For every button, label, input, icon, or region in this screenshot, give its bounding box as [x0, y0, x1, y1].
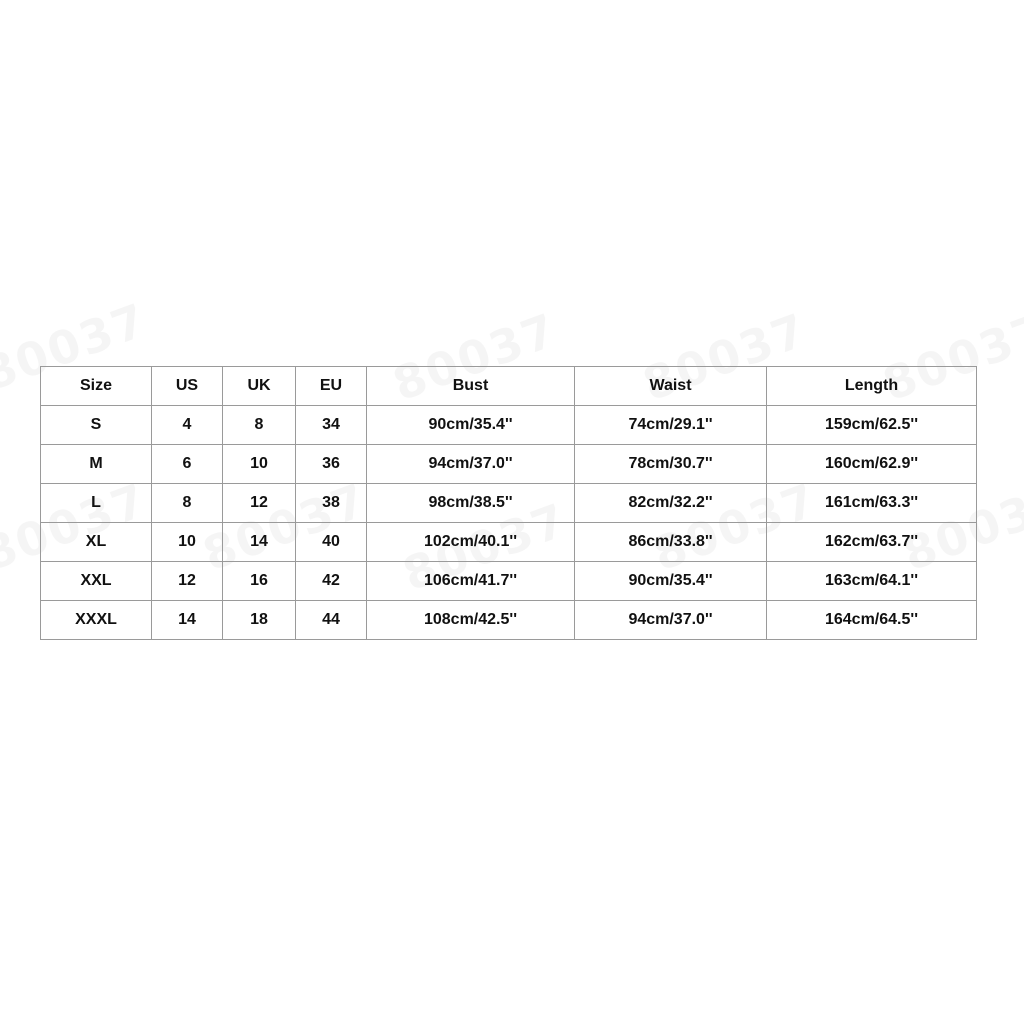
cell-uk: 18 [223, 601, 296, 640]
column-header-length: Length [767, 367, 977, 406]
cell-us: 8 [152, 484, 223, 523]
cell-uk: 16 [223, 562, 296, 601]
cell-size: XL [41, 523, 152, 562]
table-row [41, 601, 977, 640]
cell-size: XXL [41, 562, 152, 601]
cell-bust: 98cm/38.5'' [367, 484, 575, 523]
cell-waist: 78cm/30.7'' [575, 445, 767, 484]
cell-waist: 74cm/29.1'' [575, 406, 767, 445]
column-header-size: Size [41, 367, 152, 406]
table-row [41, 562, 977, 601]
cell-uk: 8 [223, 406, 296, 445]
cell-length: 161cm/63.3'' [767, 484, 977, 523]
cell-size: L [41, 484, 152, 523]
cell-bust: 94cm/37.0'' [367, 445, 575, 484]
cell-eu: 34 [296, 406, 367, 445]
cell-uk: 12 [223, 484, 296, 523]
cell-size: M [41, 445, 152, 484]
cell-length: 160cm/62.9'' [767, 445, 977, 484]
cell-eu: 40 [296, 523, 367, 562]
cell-us: 4 [152, 406, 223, 445]
column-header-waist: Waist [575, 367, 767, 406]
size-chart-table [40, 366, 977, 640]
table-row [41, 445, 977, 484]
cell-eu: 44 [296, 601, 367, 640]
cell-us: 6 [152, 445, 223, 484]
column-header-bust: Bust [367, 367, 575, 406]
cell-waist: 82cm/32.2'' [575, 484, 767, 523]
cell-uk: 14 [223, 523, 296, 562]
cell-length: 162cm/63.7'' [767, 523, 977, 562]
cell-us: 12 [152, 562, 223, 601]
cell-length: 159cm/62.5'' [767, 406, 977, 445]
cell-bust: 102cm/40.1'' [367, 523, 575, 562]
table-row [41, 406, 977, 445]
cell-bust: 108cm/42.5'' [367, 601, 575, 640]
cell-eu: 38 [296, 484, 367, 523]
cell-size: XXXL [41, 601, 152, 640]
column-header-uk: UK [223, 367, 296, 406]
cell-bust: 106cm/41.7'' [367, 562, 575, 601]
cell-uk: 10 [223, 445, 296, 484]
cell-waist: 86cm/33.8'' [575, 523, 767, 562]
cell-eu: 36 [296, 445, 367, 484]
cell-length: 164cm/64.5'' [767, 601, 977, 640]
table-row [41, 484, 977, 523]
table-header-row [41, 367, 977, 406]
cell-bust: 90cm/35.4'' [367, 406, 575, 445]
cell-eu: 42 [296, 562, 367, 601]
column-header-us: US [152, 367, 223, 406]
cell-waist: 90cm/35.4'' [575, 562, 767, 601]
cell-size: S [41, 406, 152, 445]
cell-length: 163cm/64.1'' [767, 562, 977, 601]
column-header-eu: EU [296, 367, 367, 406]
table-row [41, 523, 977, 562]
cell-waist: 94cm/37.0'' [575, 601, 767, 640]
cell-us: 10 [152, 523, 223, 562]
cell-us: 14 [152, 601, 223, 640]
